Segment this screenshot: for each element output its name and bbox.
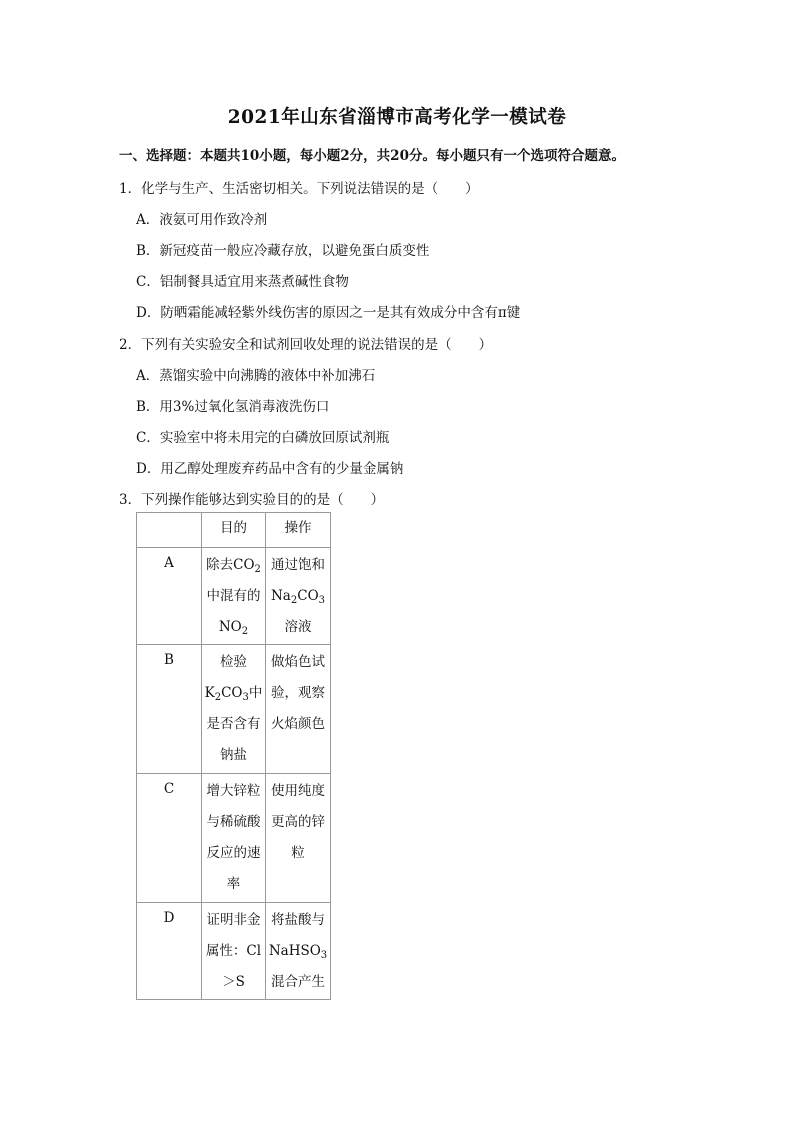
question-2-option-b: B．用3%过氧化氢消毒液洗伤口 <box>136 399 330 415</box>
exam-title: 2021年山东省淄博市高考化学一模试卷 <box>227 107 567 128</box>
question-1-option-d: D．防晒霜能减轻紫外线伤害的原因之一是其有效成分中含有π键 <box>136 305 521 321</box>
question-3-stem: 3．下列操作能够达到实验目的的是（ ） <box>119 492 385 508</box>
table-header-operation: 操作 <box>266 513 331 548</box>
question-2-option-d: D．用乙醇处理废弃药品中含有的少量金属钠 <box>136 461 404 477</box>
row-purpose: 增大锌粒 与稀硫酸 反应的速 率 <box>202 774 266 903</box>
question-1-option-a: A．液氨可用作致冷剂 <box>136 212 268 228</box>
row-operation: 使用纯度 更高的锌 粒 <box>266 774 331 903</box>
table-header-purpose: 目的 <box>202 513 266 548</box>
section-heading: 一、选择题：本题共10小题，每小题2分，共20分。每小题只有一个选项符合题意。 <box>119 148 625 164</box>
row-label: C <box>137 774 202 903</box>
table-header-blank <box>137 513 202 548</box>
row-operation: 通过饱和 $Na_2CO_3$ 溶液 <box>266 548 331 645</box>
table-row <box>137 548 331 645</box>
row-purpose: 检验 $K_2CO_3$中 是否含有 钠盐 <box>202 645 266 774</box>
table-row <box>137 774 331 903</box>
row-purpose: 证明非金 属性：Cl ＞S <box>202 903 266 1000</box>
question-1-option-b: B．新冠疫苗一般应冷藏存放，以避免蛋白质变性 <box>136 243 430 259</box>
question-2-stem: 2．下列有关实验安全和试剂回收处理的说法错误的是（ ） <box>119 337 493 353</box>
question-2-option-a: A．蒸馏实验中向沸腾的液体中补加沸石 <box>136 368 376 384</box>
row-label: D <box>137 903 202 1000</box>
question-1-stem: 1．化学与生产、生活密切相关。下列说法错误的是（ ） <box>119 181 479 197</box>
table-row <box>137 645 331 774</box>
row-label: A <box>137 548 202 645</box>
row-purpose: 除去$CO_2$ 中混有的 $NO_2$ <box>202 548 266 645</box>
table-header-row <box>137 513 331 548</box>
table-row <box>137 903 331 1000</box>
question-1-option-c: C．铝制餐具适宜用来蒸煮碱性食物 <box>136 274 349 290</box>
question-3-table <box>136 512 331 1000</box>
row-operation: 做焰色试 验，观察 火焰颜色 <box>266 645 331 774</box>
row-label: B <box>137 645 202 774</box>
row-operation: 将盐酸与 NaHSO$_3$ 混合产生 <box>266 903 331 1000</box>
question-2-option-c: C．实验室中将未用完的白磷放回原试剂瓶 <box>136 430 390 446</box>
